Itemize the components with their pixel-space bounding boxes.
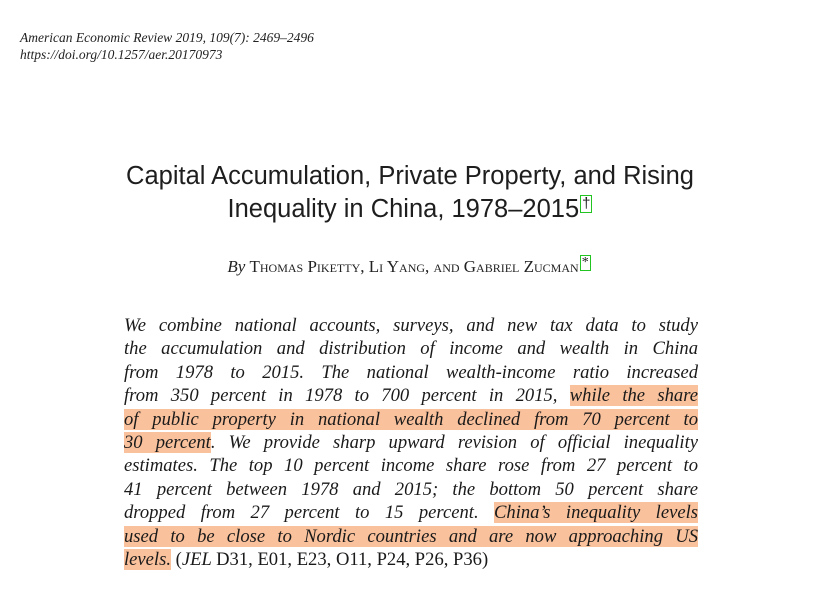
highlight-annotation[interactable]: of public property in national wealth declined from 70 percent to bbox=[124, 408, 698, 430]
title-line-2-text: Inequality in China, 1978–2015 bbox=[227, 195, 580, 223]
abstract-text: . We provide sharp upward revision of official inequality bbox=[210, 431, 698, 453]
author-line bbox=[0, 255, 818, 277]
author-names: Thomas Piketty, Li Yang, and Gabriel Zucman bbox=[249, 257, 579, 276]
paper-title bbox=[90, 160, 730, 226]
abstract-line: 41 percent between 1978 and 2015; the bottom 50 percent share bbox=[124, 478, 698, 500]
title-line-2 bbox=[90, 193, 730, 226]
abstract-line: estimates. The top 10 percent income share rose from 27 percent to bbox=[124, 455, 698, 477]
abstract-line bbox=[124, 501, 698, 524]
title-line-1: Capital Accumulation, Private Property, and Rising bbox=[126, 162, 694, 190]
journal-citation: American Economic Review 2019, 109(7): 2469–2496 bbox=[20, 30, 314, 45]
jel-open-paren: ( bbox=[175, 548, 182, 570]
title-footnote-link[interactable]: † bbox=[582, 195, 591, 212]
author-footnote-link[interactable]: * bbox=[581, 255, 589, 270]
highlight-annotation[interactable]: levels. bbox=[124, 548, 171, 570]
abstract-text: from 350 percent in 1978 to 700 percent in 2015, bbox=[124, 385, 558, 407]
highlight-annotation[interactable]: 30 percent bbox=[124, 431, 211, 453]
abstract-line bbox=[124, 548, 698, 571]
highlight-annotation[interactable]: used to be close to Nordic countries and are now approaching US bbox=[124, 525, 698, 547]
abstract-line bbox=[124, 525, 698, 548]
doi-link[interactable]: https://doi.org/10.1257/aer.20170973 bbox=[20, 47, 223, 62]
by-label: By bbox=[227, 257, 246, 276]
abstract-line: from 1978 to 2015. The national wealth-income ratio increased bbox=[124, 361, 698, 383]
abstract bbox=[124, 314, 698, 571]
abstract-line bbox=[124, 384, 698, 407]
journal-header bbox=[20, 29, 314, 63]
highlight-annotation[interactable]: while the share bbox=[569, 385, 698, 407]
abstract-line bbox=[124, 431, 698, 454]
abstract-line: We combine national accounts, surveys, and new tax data to study bbox=[124, 315, 698, 336]
abstract-line bbox=[124, 408, 698, 431]
jel-label: JEL bbox=[181, 548, 212, 570]
abstract-text: dropped from 27 percent to 15 percent. bbox=[124, 502, 479, 524]
abstract-line: the accumulation and distribution of income and wealth in China bbox=[124, 338, 698, 360]
highlight-annotation[interactable]: China’s inequality levels bbox=[494, 502, 699, 524]
jel-codes: D31, E01, E23, O11, P24, P26, P36) bbox=[216, 548, 489, 570]
